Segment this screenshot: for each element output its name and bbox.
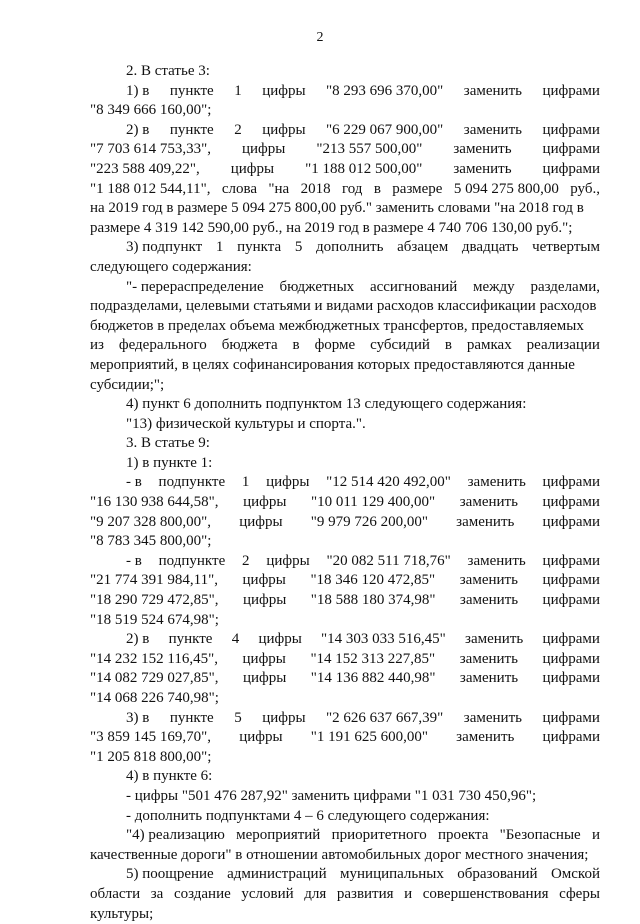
word: цифры <box>239 729 283 746</box>
word: пункта <box>237 239 282 256</box>
word: и <box>591 827 600 844</box>
word: разделами, <box>530 278 600 295</box>
text-line: "18 519 524 674,98"; <box>90 611 219 628</box>
text-line: "8 349 666 160,00"; <box>90 102 212 119</box>
word: создание <box>173 885 231 902</box>
word: пункте <box>169 121 214 138</box>
text-line <box>90 630 600 650</box>
text-line <box>90 885 600 905</box>
text-line <box>90 865 600 885</box>
text-line: следующего содержания: <box>90 258 252 275</box>
word: "14 136 882 440,98" <box>310 670 436 687</box>
word: цифрами <box>542 494 600 511</box>
word: пункте <box>168 631 213 648</box>
word: "9 207 328 800,00", <box>90 513 211 530</box>
word: заменить <box>467 474 526 491</box>
word: "- перераспределение <box>126 278 264 295</box>
word: цифры <box>239 513 283 530</box>
text-line <box>90 650 600 670</box>
text-line <box>90 160 600 180</box>
text-line <box>90 82 600 102</box>
word: рамках <box>466 337 512 354</box>
word: заменить <box>459 494 518 511</box>
word: "6 229 067 900,00" <box>326 121 444 138</box>
word: заменить <box>456 513 515 530</box>
text-line <box>90 709 600 729</box>
word: совершенствования <box>422 885 549 902</box>
word: заменить <box>459 670 519 687</box>
word: 4 <box>231 631 240 648</box>
text-line: "13) физической культуры и спорта.". <box>126 415 366 432</box>
word: мероприятий <box>236 827 321 844</box>
word: год <box>341 180 363 197</box>
text-line <box>90 552 600 572</box>
word: между <box>473 278 515 295</box>
word: "3 859 145 169,70", <box>90 729 211 746</box>
text-line: 2. В статье 3: <box>126 63 210 79</box>
word: в <box>373 180 381 197</box>
text-line <box>90 513 600 533</box>
word: проекта <box>438 827 489 844</box>
word: цифры <box>242 572 286 589</box>
word: развития <box>336 885 394 902</box>
word: "223 588 409,22", <box>90 160 200 177</box>
word: подпункте <box>158 552 226 569</box>
word: форме <box>314 337 356 354</box>
word: цифрами <box>542 631 600 648</box>
text-line <box>90 180 600 200</box>
word: заменить <box>463 709 522 726</box>
word: в <box>444 337 452 354</box>
text-line: 1) в пункте 1: <box>126 454 213 471</box>
word: "9 979 726 200,00" <box>310 513 428 530</box>
word: заменить <box>456 729 515 746</box>
text-line: - дополнить подпунктами 4 – 6 следующего содержания: <box>126 807 490 824</box>
word: условий <box>241 885 294 902</box>
word: 2 <box>234 121 242 138</box>
word: цифрами <box>542 729 600 746</box>
word: цифры <box>258 631 302 648</box>
text-line: мероприятий, в целях софинансирования которых предоставляются данные <box>90 356 575 373</box>
text-line <box>90 140 600 160</box>
word: приоритетного <box>331 827 427 844</box>
word: "2 626 637 667,39" <box>326 709 444 726</box>
word: "14 303 033 516,45" <box>321 631 446 648</box>
word: цифрами <box>542 650 600 667</box>
word: из <box>90 337 104 354</box>
text-line: 4) в пункте 6: <box>126 768 213 785</box>
word: 5 <box>294 239 303 256</box>
word: "14 082 729 027,85", <box>90 670 219 687</box>
word: 1 <box>234 82 242 99</box>
word: руб., <box>570 180 600 197</box>
text-line <box>90 591 600 611</box>
word: для <box>304 885 327 902</box>
word: бюджетных <box>279 278 355 295</box>
word: цифры <box>266 552 310 569</box>
word: слова <box>221 180 258 197</box>
word: "на <box>268 180 290 197</box>
word: пункте <box>169 82 214 99</box>
word: заменить <box>463 121 522 138</box>
word: ассигнований <box>369 278 458 295</box>
word: "213 557 500,00" <box>316 141 423 158</box>
word: 5) поощрение <box>126 866 214 883</box>
word: 3) подпункт <box>126 239 203 256</box>
text-line <box>90 336 600 356</box>
word: "10 011 129 400,00" <box>310 494 436 511</box>
word: цифрами <box>542 592 600 609</box>
word: "7 703 614 753,33", <box>90 141 211 158</box>
word: цифры <box>262 709 306 726</box>
text-line: "14 068 226 740,98"; <box>90 690 219 706</box>
word: "16 130 938 644,58", <box>90 494 219 511</box>
word: администраций <box>227 866 327 883</box>
word: заменить <box>453 141 512 158</box>
text-line: на 2019 год в размере 5 094 275 800,00 руб." заменить словами "на 2018 год в <box>90 200 584 217</box>
text-line: размере 4 319 142 590,00 руб., на 2019 год в размере 4 740 706 130,00 руб."; <box>90 219 573 236</box>
word: подпункте <box>158 474 226 491</box>
text-line <box>90 669 600 689</box>
word: "21 774 391 984,11", <box>90 572 218 589</box>
word: заменить <box>459 592 519 609</box>
word: "18 588 180 374,98" <box>310 592 436 609</box>
word: "18 346 120 472,85" <box>310 572 436 589</box>
text-line <box>90 473 600 493</box>
word: 2) в <box>126 121 150 138</box>
text-line: 3. В статье 9: <box>126 435 210 452</box>
word: образований <box>457 866 538 883</box>
word: - в <box>126 552 142 569</box>
text-line: 4) пункт 6 дополнить подпунктом 13 следующего содержания: <box>126 396 527 413</box>
word: "8 293 696 370,00" <box>326 82 444 99</box>
word: "12 514 420 492,00" <box>326 474 451 491</box>
word: бюджета <box>221 337 278 354</box>
word: 2018 <box>300 180 331 197</box>
text-line: культуры; <box>90 905 154 922</box>
page-number: 2 <box>316 30 324 45</box>
word: цифры <box>243 494 287 511</box>
word: 2) в <box>126 631 150 648</box>
word: федерального <box>118 337 207 354</box>
word: цифрами <box>542 82 600 99</box>
word: области <box>90 885 141 902</box>
text-line: "1 205 818 800,00"; <box>90 748 212 765</box>
text-line: - цифры "501 476 287,92" заменить цифрами "1 031 730 450,96"; <box>126 787 537 804</box>
word: "18 290 729 472,85", <box>90 592 219 609</box>
word: "1 191 625 600,00" <box>310 729 428 746</box>
word: цифры <box>242 670 287 687</box>
word: заменить <box>465 631 524 648</box>
word: заменить <box>467 552 526 569</box>
text-line: качественные дороги" в отношении автомобильных дорог местного значения; <box>90 846 589 863</box>
word: муниципальных <box>340 866 444 883</box>
text-line: "8 783 345 800,00"; <box>90 533 212 550</box>
text-line: бюджетов в пределах объема межбюджетных трансфертов, предоставляемых <box>90 317 584 334</box>
word: и <box>404 885 413 902</box>
word: четвертым <box>532 239 600 256</box>
word: цифры <box>262 121 306 138</box>
text-line <box>90 728 600 748</box>
word: цифрами <box>542 474 600 491</box>
word: цифрами <box>542 160 600 177</box>
word: "Безопасные <box>499 827 581 844</box>
word: 5 <box>234 709 242 726</box>
word: 1 <box>241 474 250 491</box>
word: цифры <box>242 650 286 667</box>
text-line: субсидии;"; <box>90 376 165 393</box>
text-line <box>90 571 600 591</box>
word: "1 188 012 500,00" <box>305 160 423 177</box>
word: цифрами <box>542 670 600 687</box>
word: сферы <box>559 885 600 902</box>
word: "4) реализацию <box>126 827 225 844</box>
word: 2 <box>242 552 250 569</box>
word: двадцать <box>461 239 519 256</box>
word: заменить <box>463 82 522 99</box>
text-line <box>90 238 600 258</box>
word: цифры <box>266 474 310 491</box>
word: цифры <box>242 592 287 609</box>
text-line <box>90 121 600 141</box>
word: цифры <box>262 82 306 99</box>
word: цифрами <box>542 572 600 589</box>
word: заменить <box>459 572 518 589</box>
word: 1) в <box>126 82 150 99</box>
word: субсидий <box>370 337 430 354</box>
word: дополнить <box>316 239 384 256</box>
word: абзацем <box>397 239 449 256</box>
word: 1 <box>215 239 224 256</box>
word: цифры <box>242 141 286 158</box>
word: цифрами <box>542 709 600 726</box>
word: пункте <box>169 709 214 726</box>
document-body <box>90 62 600 924</box>
word: Омской <box>550 866 600 883</box>
word: заменить <box>459 650 518 667</box>
word: в <box>292 337 300 354</box>
word: цифрами <box>542 552 600 569</box>
word: заменить <box>453 160 512 177</box>
word: цифрами <box>542 141 600 158</box>
text-line <box>90 826 600 846</box>
word: реализации <box>526 337 600 354</box>
word: "1 188 012 544,11", <box>90 180 211 197</box>
word: "20 082 511 718,76" <box>326 552 451 569</box>
word: 3) в <box>126 709 150 726</box>
word: "14 152 313 227,85" <box>310 650 436 667</box>
word: цифрами <box>542 513 600 530</box>
word: 5 094 275 800,00 <box>453 180 559 197</box>
text-line: подразделами, целевыми статьями и видами расходов классификации расходов <box>90 298 597 315</box>
word: "14 232 152 116,45", <box>90 650 218 667</box>
word: размере <box>392 180 443 197</box>
text-line <box>90 278 600 298</box>
word: цифры <box>230 160 275 177</box>
word: - в <box>126 474 142 491</box>
text-line <box>90 493 600 513</box>
word: цифрами <box>542 121 600 138</box>
word: за <box>150 885 164 902</box>
